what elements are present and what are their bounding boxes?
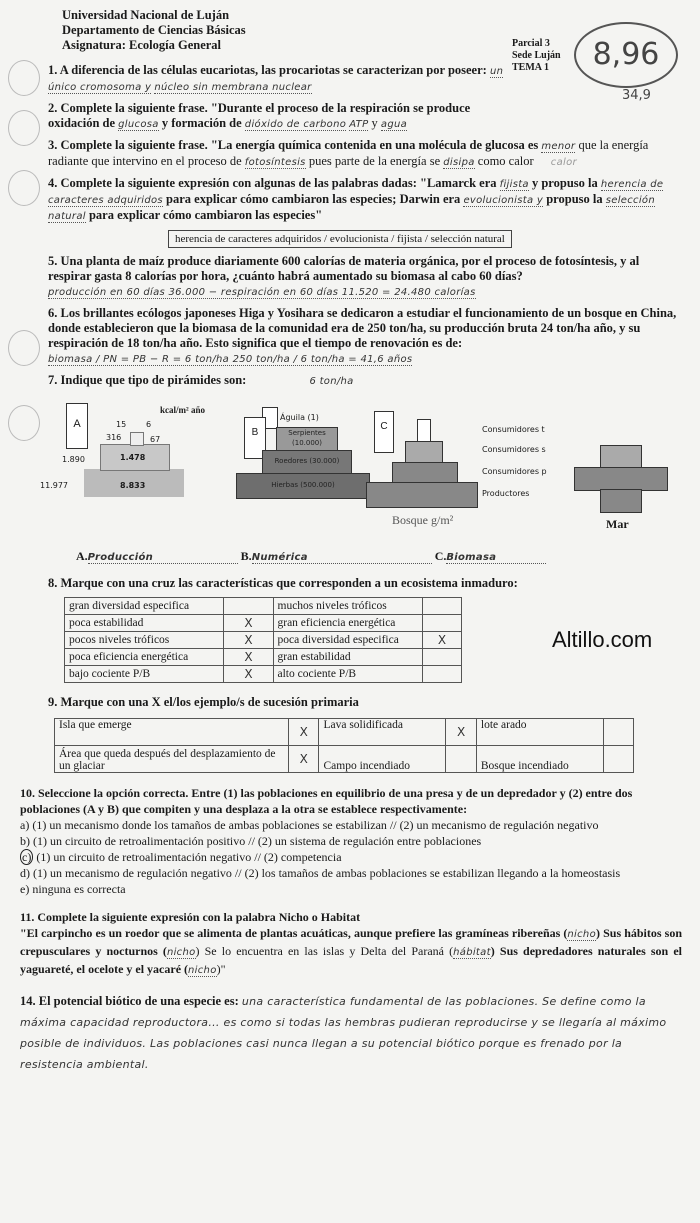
question-10 <box>20 785 682 897</box>
value-label: 316 <box>106 433 122 442</box>
option-text: (1) un circuito de retroalimentación positivo // (2) un sistema de regulación entre poblaciones <box>33 834 482 848</box>
example-cell: Lava solidificada <box>319 719 446 746</box>
question-text: como calor <box>477 154 534 168</box>
level-label: Águila (1) <box>280 413 319 422</box>
question-7-text: 7. Indique que tipo de pirámides son: <box>48 373 247 387</box>
forest-level <box>392 462 458 484</box>
option-item[interactable] <box>20 833 682 849</box>
answer: agua <box>380 119 408 130</box>
table-row <box>55 746 634 773</box>
value-label: 15 <box>116 420 127 429</box>
checkbox-cell[interactable] <box>422 666 461 683</box>
option-key: d) <box>20 866 30 880</box>
sea-caption: Mar <box>606 517 629 531</box>
value-label: 11.977 <box>40 481 68 490</box>
campus-label: Sede Luján <box>512 50 561 61</box>
word-bank-box: herencia de caracteres adquiridos / evolucionista / fijista / selección natural <box>168 230 512 248</box>
q8-area <box>64 597 682 683</box>
answer: ATP <box>349 119 369 130</box>
question-4 <box>48 176 682 224</box>
option-text: (1) un mecanismo donde los tamaños de ambas poblaciones se estabilizan // (2) un mecanismo de regulación negativo <box>32 818 599 832</box>
table-row <box>65 632 462 649</box>
answer: evolucionista y <box>463 195 544 206</box>
option-key: b) <box>20 834 30 848</box>
characteristic-cell: bajo cociente P/B <box>65 666 224 683</box>
answer: producción en 60 días 36.000 − respiración en 60 días 11.520 = 24.480 calorías <box>48 287 476 298</box>
q8-table <box>64 597 462 683</box>
pyramid-c-label: C <box>374 411 394 453</box>
question-text: 5. Una planta de maíz produce diariamente 600 calorías de materia orgánica, por el proceso de fotosíntesis, y al respirar gasta 8 calorías por hora, ¿cuánto habrá aumentado su biomasa al cabo 60 días? <box>48 254 640 283</box>
forest-level <box>417 419 431 443</box>
checkbox-cell[interactable] <box>422 598 461 615</box>
question-text: )" <box>216 962 226 976</box>
checkbox-cell[interactable] <box>422 615 461 632</box>
table-row <box>55 719 634 746</box>
answer: nicho <box>567 929 596 940</box>
question-11 <box>20 909 682 979</box>
question-text: y propuso la <box>531 176 598 190</box>
level-label: Consumidores t <box>482 425 545 434</box>
question-text: 14. El potencial biótico de una especie es: <box>20 994 239 1008</box>
handwritten-note: calor <box>550 157 577 168</box>
sea-level <box>600 445 642 469</box>
characteristic-cell: gran estabilidad <box>273 649 422 666</box>
question-8-text: 8. Marque con una cruz las características que corresponden a un ecosistema inmaduro: <box>48 576 518 590</box>
department-name: Departamento de Ciencias Básicas <box>62 23 246 37</box>
checkbox-cell[interactable]: X <box>224 649 273 666</box>
table-row <box>65 598 462 615</box>
checkbox-cell[interactable]: X <box>288 746 319 773</box>
checkbox-cell[interactable] <box>422 649 461 666</box>
table-row <box>65 615 462 632</box>
exam-info-area <box>512 8 682 104</box>
characteristic-cell: pocos niveles tróficos <box>65 632 224 649</box>
answer: núcleo sin membrana nuclear <box>154 82 312 93</box>
question-text: ) Sus depredadores naturales son el yaguareté, el ocelote y el yacaré ( <box>20 944 682 976</box>
checkbox-cell[interactable] <box>446 746 477 773</box>
checkbox-cell[interactable]: X <box>288 719 319 746</box>
characteristic-cell: poca diversidad especifica <box>273 632 422 649</box>
example-cell: lote arado <box>476 719 603 746</box>
forest-level <box>366 482 478 508</box>
sea-level <box>574 467 668 491</box>
level-label: Hierbas (500.000) <box>236 473 370 499</box>
checkbox-cell[interactable]: X <box>446 719 477 746</box>
exam-info <box>512 38 561 74</box>
example-cell: Bosque incendiado <box>476 746 603 773</box>
question-3 <box>48 138 682 170</box>
question-14 <box>20 991 682 1075</box>
characteristic-cell: poca eficiencia energética <box>65 649 224 666</box>
answer: nicho <box>166 947 196 958</box>
question-9-text: 9. Marque con una X el/los ejemplo/s de sucesión primaria <box>48 695 359 709</box>
answer: nicho <box>188 965 217 976</box>
checkbox-cell[interactable] <box>603 746 633 773</box>
answer-prefix: B. <box>240 549 252 563</box>
answer: menor <box>541 141 576 152</box>
answer: disipa <box>443 157 475 168</box>
exam-label: Parcial 3 <box>512 38 550 49</box>
option-key: c) <box>22 850 32 864</box>
answer: fijista <box>499 179 529 190</box>
answer: una característica fundamental de las poblaciones. Se define como la máxima capacidad reproductora... es como si todas las hembras pudieran reproducirse y se llegaría al máximo posible de individuos. Las poblaciones casi nunca llegan a su potencial biótico porque es frenado por la resistencia ambiental. <box>20 995 667 1071</box>
question-text: 1. A diferencia de las células eucariotas, las procariotas se caracterizan por poseer: <box>48 63 487 77</box>
answer: herencia de caracteres adquiridos <box>48 179 664 206</box>
university-name: Universidad Nacional de Luján <box>62 8 230 22</box>
checkbox-cell[interactable]: X <box>422 632 461 649</box>
value-label: 8.833 <box>120 481 146 490</box>
checkbox-cell[interactable] <box>224 598 273 615</box>
level-label: Roedores (30.000) <box>262 450 352 474</box>
characteristic-cell: poca estabilidad <box>65 615 224 632</box>
answer: biomasa / PN = PB − R = 6 ton/ha 250 ton/ha / 6 ton/ha = 41,6 años <box>48 354 413 365</box>
pyramid-a-unit: kcal/m² año <box>160 405 205 415</box>
level-label: Productores <box>482 489 530 498</box>
question-text: para explicar cómo cambiaron las especies; Darwin era <box>166 192 461 206</box>
question-text: 2. Complete la siguiente frase. "Durante el proceso de la respiración se produce oxidación de <box>48 101 471 130</box>
answer: Producción <box>88 552 238 564</box>
option-item[interactable] <box>20 817 682 833</box>
level-label: Serpientes (10.000) <box>276 427 338 451</box>
characteristic-cell: alto cociente P/B <box>273 666 422 683</box>
answer-prefix: C. <box>434 549 447 563</box>
forest-level <box>405 441 443 463</box>
answer: hábitat <box>453 947 491 958</box>
watermark: Altillo.com <box>552 627 653 652</box>
forest-caption: Bosque g/m² <box>392 513 454 527</box>
characteristic-cell: muchos niveles tróficos <box>273 598 422 615</box>
question-text: para explicar cómo cambiaron las especies" <box>88 208 323 222</box>
option-item[interactable] <box>20 849 682 865</box>
option-item[interactable] <box>20 881 682 897</box>
example-cell: Área que queda después del desplazamiento de un glaciar <box>55 746 289 773</box>
question-text: "El carpincho es un roedor que se alimenta de plantas acuáticas, aunque prefiere las gramíneas ribereñas ( <box>20 926 568 940</box>
q7-answers <box>76 549 682 564</box>
pyramid-a-label: A <box>66 403 88 449</box>
example-cell: Campo incendiado <box>319 746 446 773</box>
answer: dióxido de carbono <box>244 119 347 130</box>
option-text: ninguna es correcta <box>32 882 126 896</box>
question-text: 6. Los brillantes ecólogos japoneses Higa y Yosihara se dedicaron a estudiar el funcionamiento de un bosque en China, donde establecieron que la biomasa de la comunidad era de 250 ton/ha, su producción bruta 24 ton/ha año, y su respiración de 18 ton/ha año. Esto significa que el tiempo de renovación es de: <box>48 306 677 350</box>
value-label: 6 <box>146 420 152 429</box>
level-label: Consumidores p <box>482 467 547 476</box>
option-item[interactable] <box>20 865 682 881</box>
checkbox-cell[interactable]: X <box>224 666 273 683</box>
question-text: pues parte de la energía se <box>308 154 441 168</box>
characteristic-cell: gran diversidad especifica <box>65 598 224 615</box>
question-6 <box>48 306 682 367</box>
question-text: 4. Complete la siguiente expresión con algunas de las palabras dadas: "Lamarck era <box>48 176 497 190</box>
table-row <box>65 666 462 683</box>
answer-prefix: A. <box>76 549 88 563</box>
checkbox-cell[interactable]: X <box>224 632 273 649</box>
option-text: (1) un circuito de retroalimentación negativo // (2) competencia <box>36 850 342 864</box>
value-label: 1.478 <box>120 453 146 462</box>
option-key: a) <box>20 818 30 832</box>
question-7 <box>48 373 682 389</box>
question-text: 10. Seleccione la opción correcta. Entre (1) las poblaciones en equilibrio de una presa y de un depredador y (2) entre dos poblaciones (A y B) que compiten y una desplaza a la otra se establece respectivamente: <box>20 786 633 816</box>
q9-table <box>54 718 634 773</box>
question-text: propuso la <box>546 192 603 206</box>
value-label: 1.890 <box>62 455 85 464</box>
example-cell: Isla que emerge <box>55 719 289 746</box>
level-label: Consumidores s <box>482 445 546 454</box>
answer: Biomasa <box>446 552 546 564</box>
option-text: (1) un mecanismo de regulación negativo // (2) los tamaños de ambas poblaciones se estabilizan llegando a la homeostasis <box>33 866 621 880</box>
subject-name: Asignatura: Ecología General <box>62 38 222 52</box>
grade-circle: 8,96 <box>574 22 678 88</box>
question-text: ) Se lo encuentra en las islas y Delta del Paraná ( <box>195 944 454 958</box>
pyramids <box>0 395 682 545</box>
handwritten-note: 6 ton/ha <box>309 376 354 387</box>
question-text: ) Sus hábitos son crepusculares y nocturnos ( <box>20 926 682 958</box>
question-title: 11. Complete la siguiente expresión con la palabra Nicho o Habitat <box>20 910 361 924</box>
pyramid-b-label: B <box>244 417 266 459</box>
question-text: 3. Complete la siguiente frase. "La energía química contenida en una molécula de glucosa es <box>48 138 539 152</box>
sea-level <box>600 489 642 513</box>
question-text: y formación de <box>161 116 242 130</box>
characteristic-cell: gran eficiencia energética <box>273 615 422 632</box>
score: 34,9 <box>622 88 651 103</box>
question-text: que la energía radiante que intervino en el proceso de <box>48 138 649 168</box>
table-row <box>65 649 462 666</box>
answer: un único cromosoma y <box>48 66 504 93</box>
checkbox-cell[interactable]: X <box>224 615 273 632</box>
option-key: e) <box>20 882 30 896</box>
checkbox-cell[interactable] <box>603 719 633 746</box>
question-2 <box>48 101 682 132</box>
answer: selección natural <box>48 195 655 222</box>
pyramid-a-level <box>130 432 144 446</box>
answer: glucosa <box>118 119 159 130</box>
answer: fotosíntesis <box>244 157 306 168</box>
question-5 <box>48 254 682 300</box>
topic-label: TEMA 1 <box>512 62 549 73</box>
value-label: 67 <box>150 435 161 444</box>
question-text: y <box>371 116 378 130</box>
answer: Numérica <box>252 552 432 564</box>
